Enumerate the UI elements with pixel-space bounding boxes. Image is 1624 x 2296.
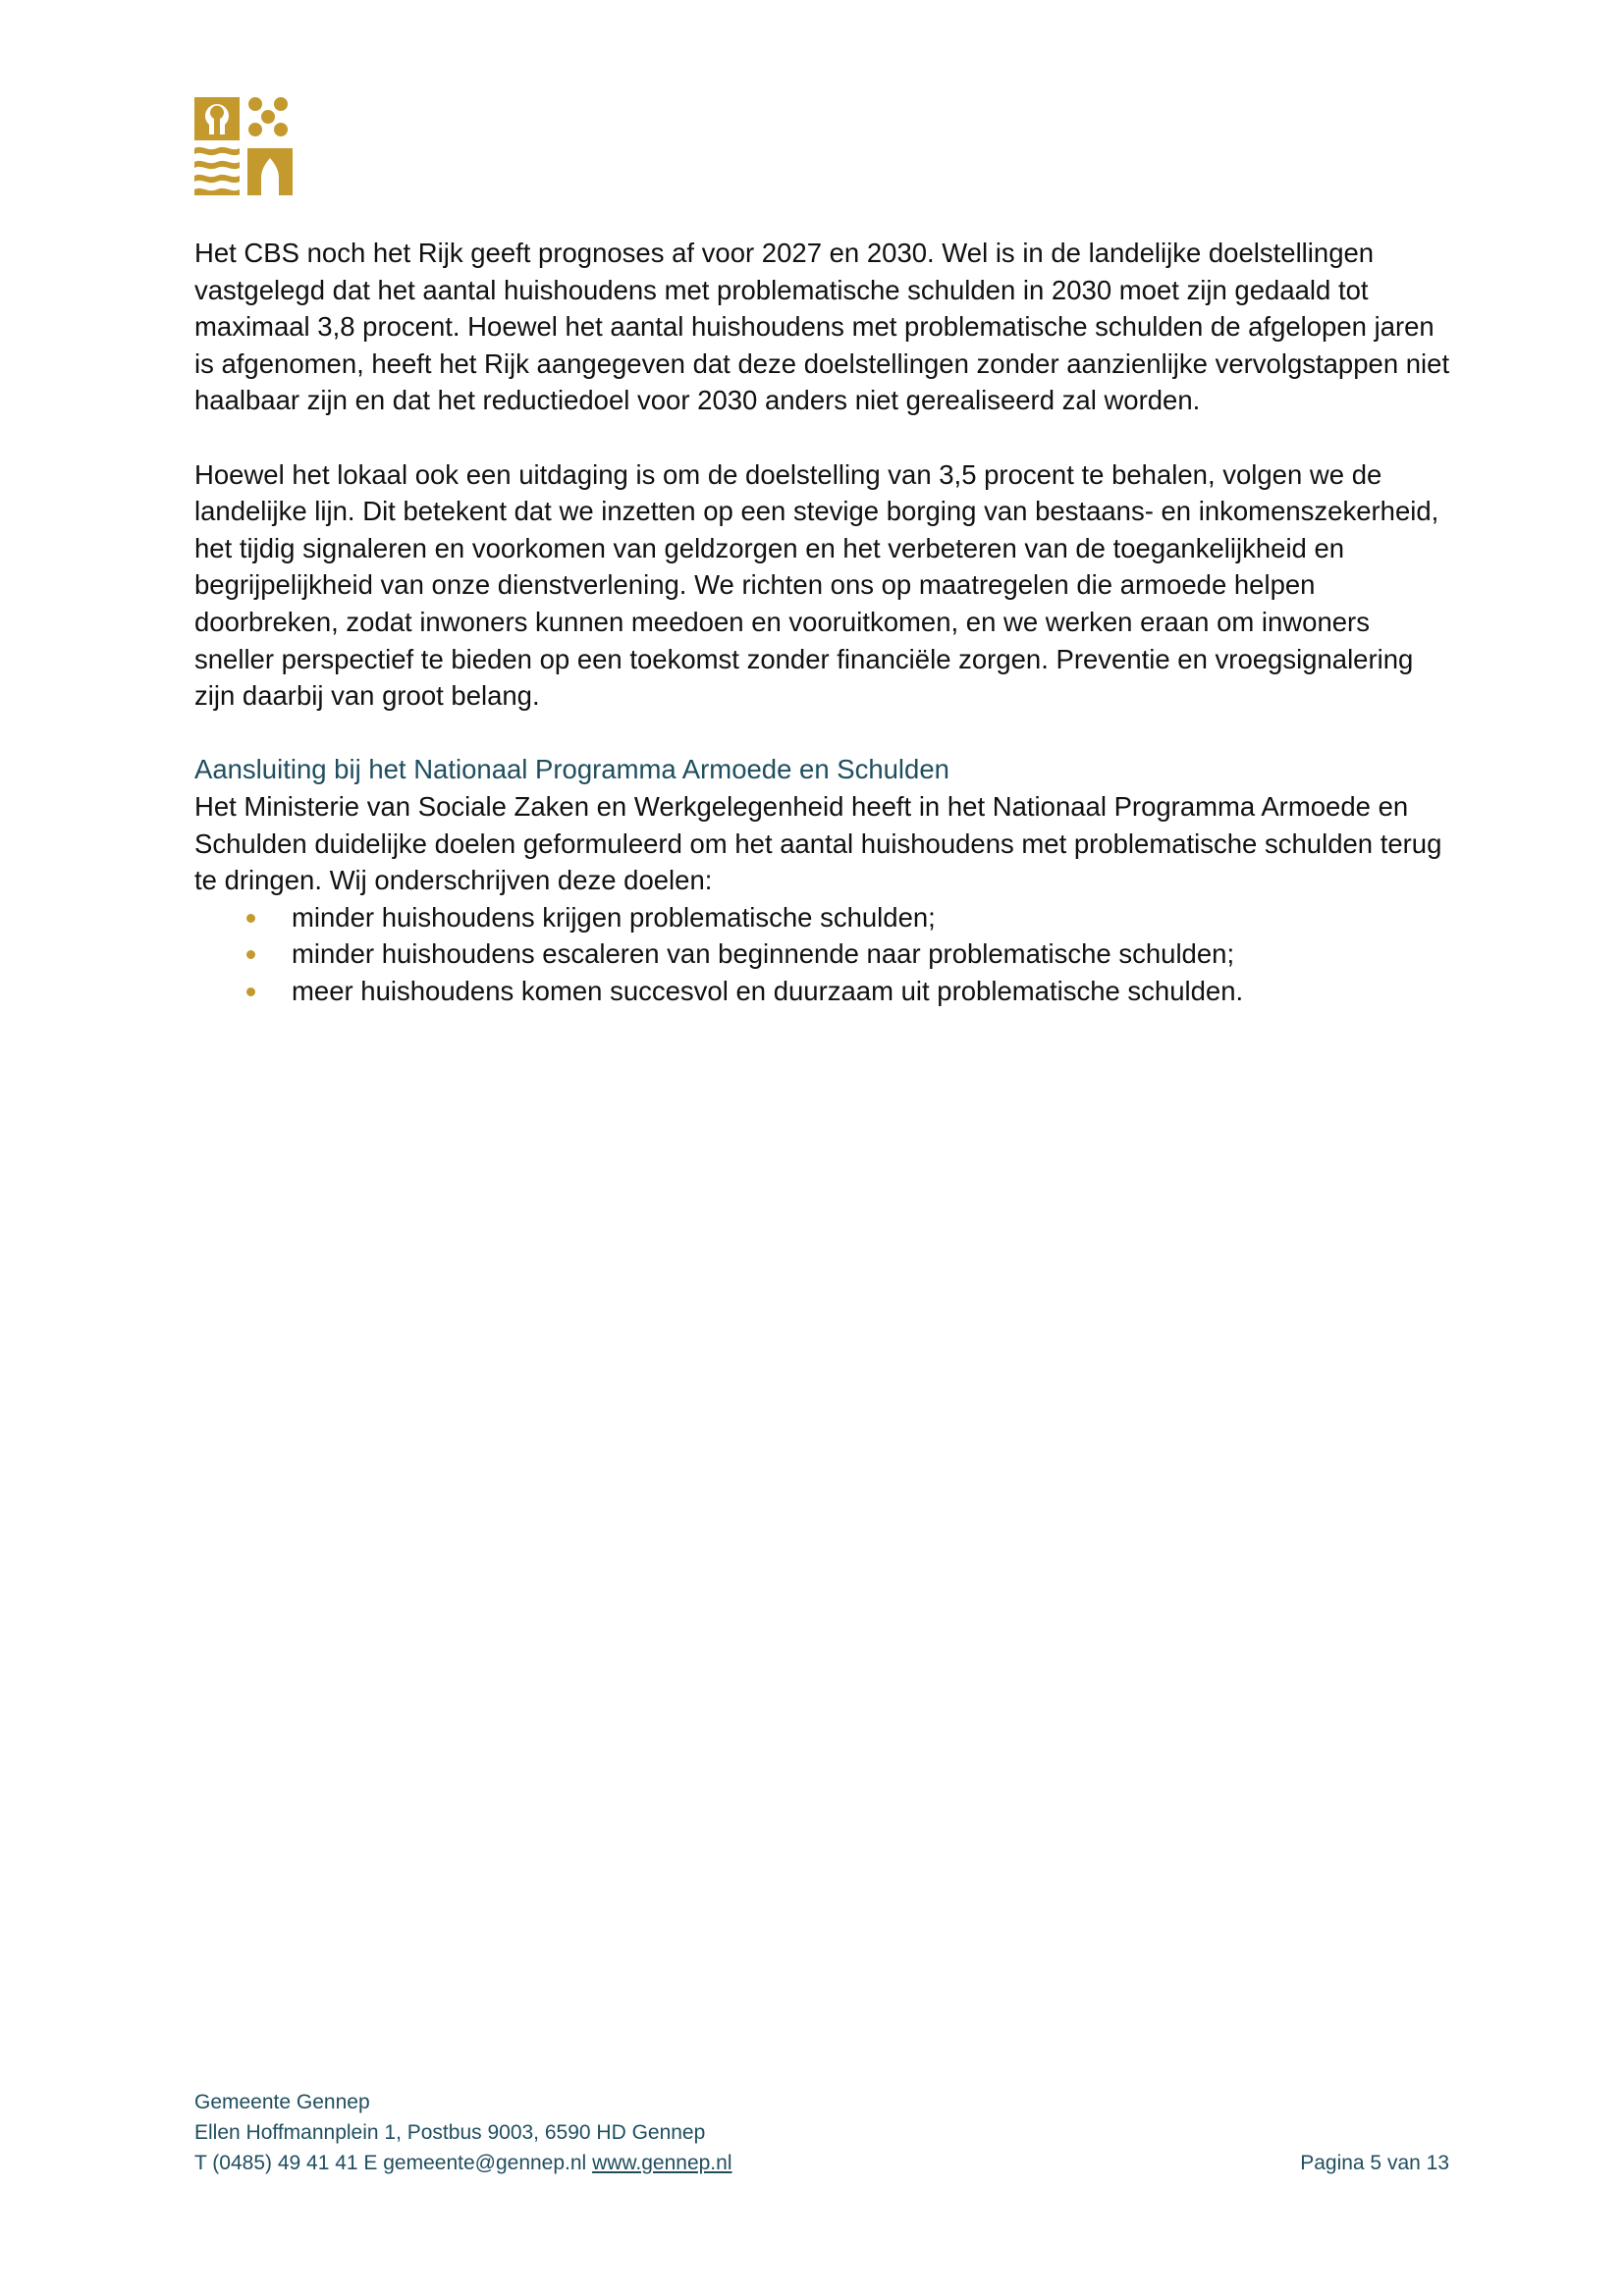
logo-dot-icon bbox=[274, 123, 288, 136]
footer-address: Ellen Hoffmannplein 1, Postbus 9003, 6590 HD Gennep bbox=[194, 2121, 706, 2144]
page-number: Pagina 5 van 13 bbox=[1300, 2152, 1449, 2174]
bullet-icon bbox=[246, 950, 255, 959]
list-item bbox=[194, 899, 1451, 936]
website-link[interactable]: www.gennep.nl bbox=[592, 2152, 732, 2174]
list-item-text: minder huishoudens escaleren van beginnende naar problematische schulden; bbox=[292, 938, 1235, 970]
section-heading: Aansluiting bij het Nationaal Programma Armoede en Schulden bbox=[194, 754, 949, 785]
gemeente-gennep-logo bbox=[193, 97, 294, 195]
logo-waves-icon bbox=[194, 147, 240, 155]
section-paragraph: Het Ministerie van Sociale Zaken en Werkgelegenheid heeft in het Nationaal Programma Armoede en Schulden duidelijke doelen geformuleerd om het aantal huishoudens met problematische schulden terug te dringen. Wij onderschrijven deze doelen: bbox=[194, 790, 1442, 896]
logo-dot-icon bbox=[274, 97, 288, 111]
bullet-icon bbox=[246, 988, 255, 996]
footer-contact-text: T (0485) 49 41 41 E gemeente@gennep.nl bbox=[194, 2152, 587, 2174]
document-body bbox=[194, 235, 1451, 1009]
list-item-text: minder huishoudens krijgen problematische schulden; bbox=[292, 901, 936, 933]
goals-list bbox=[194, 899, 1451, 1010]
logo-dot-icon bbox=[248, 123, 262, 136]
body-paragraph-1: Het CBS noch het Rijk geeft prognoses af voor 2027 en 2030. Wel is in de landelijke doelstellingen vastgelegd dat het aantal huishoudens met problematische schulden in 2030 moet zijn gedaald tot maximaal 3,8 procent. Hoewel het aantal huishoudens met problematische schulden de afgelopen jaren is afgenomen, heeft het Rijk aangegeven dat deze doelstellingen zonder aanzienlijke vervolgstappen niet haalbaar zijn en dat het reductiedoel voor 2030 anders niet gerealiseerd zal worden. bbox=[194, 238, 1450, 416]
body-paragraph-2: Hoewel het lokaal ook een uitdaging is om de doelstelling van 3,5 procent te behalen, volgen we de landelijke lijn. Dit betekent dat we inzetten op een stevige borging van bestaans- en inkomenszekerheid, het tijdig signaleren en voorkomen van geldzorgen en het verbeteren van de toegankelijkheid en begrijpelijkheid van onze dienstverlening. We richten ons op maatregelen die armoede helpen doorbreken, zodat inwoners kunnen meedoen en vooruitkomen, en we werken eraan om inwoners sneller perspectief te bieden op een toekomst zonder financiële zorgen. Preventie en vroegsignalering zijn daarbij van groot belang. bbox=[194, 458, 1439, 712]
footer-contact bbox=[194, 2148, 1449, 2178]
logo-key-block-icon bbox=[194, 97, 240, 140]
logo-dot-icon bbox=[248, 97, 262, 111]
bullet-icon bbox=[246, 914, 255, 923]
list-item bbox=[194, 973, 1451, 1010]
logo-dot-icon bbox=[261, 110, 275, 124]
list-item bbox=[194, 935, 1451, 973]
page-footer bbox=[194, 2087, 1449, 2178]
footer-organization: Gemeente Gennep bbox=[194, 2091, 370, 2113]
logo-church-icon bbox=[247, 148, 293, 195]
list-item-text: meer huishoudens komen succesvol en duurzaam uit problematische schulden. bbox=[292, 975, 1244, 1006]
